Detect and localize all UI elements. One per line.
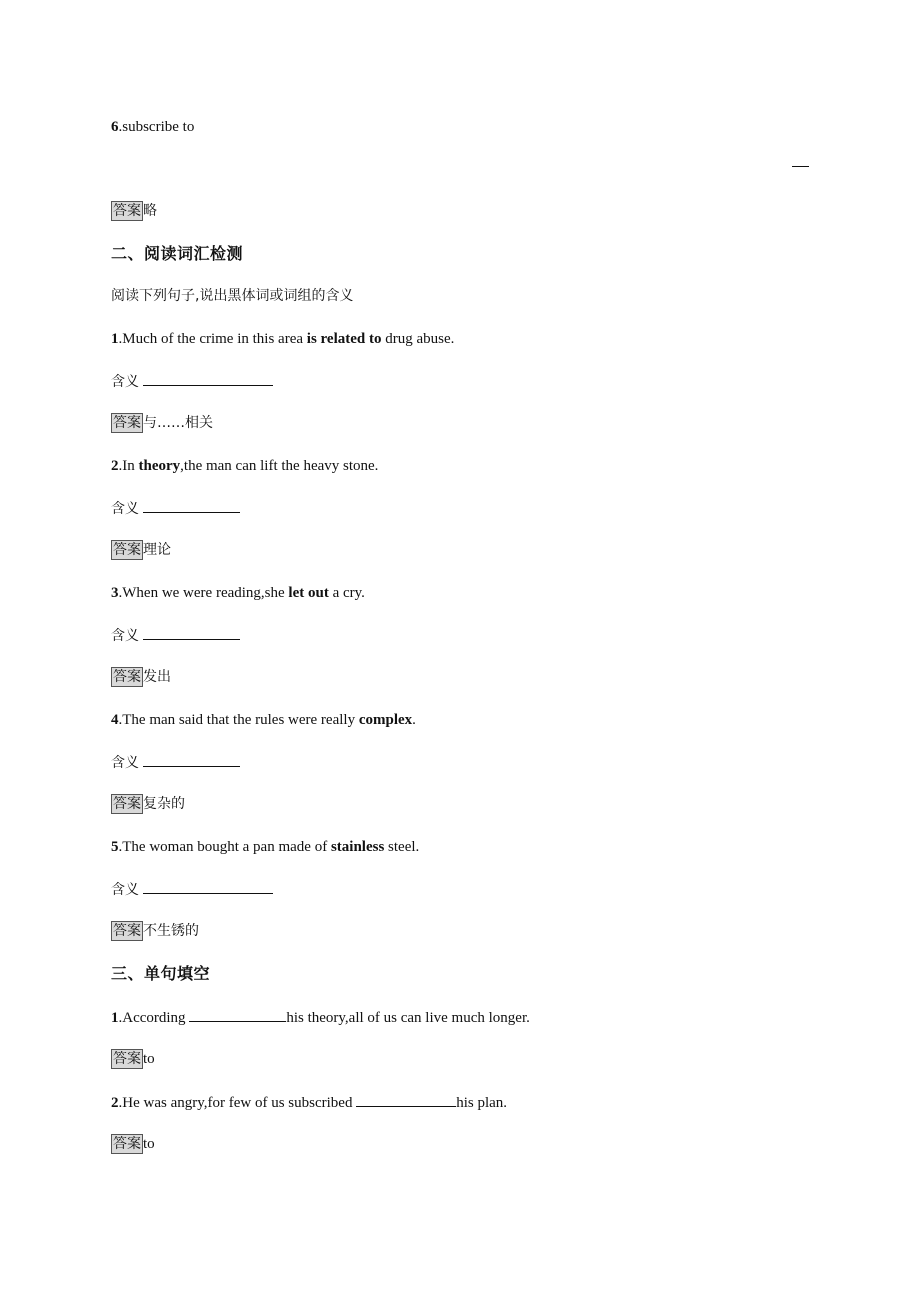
answer-text: 不生锈的 (143, 923, 199, 939)
question-bold-term: let out (288, 585, 329, 601)
answer-row (111, 667, 171, 687)
fill-question-2 (111, 1092, 507, 1113)
question-text-post: drug abuse. (381, 331, 455, 347)
question-number: 1 (111, 331, 119, 347)
item-6 (111, 117, 194, 137)
question-number: 1 (111, 1010, 119, 1026)
answer-tag: 答案 (113, 1051, 141, 1067)
question-bold-term: stainless (330, 839, 385, 855)
section-2-heading: 二、阅读词汇检测 (111, 244, 244, 263)
answer-text: to (143, 1136, 155, 1152)
answer-tag: 答案 (113, 542, 141, 558)
question-1 (111, 329, 454, 349)
fill-question-1 (111, 1007, 530, 1028)
answer-row (111, 413, 213, 433)
meaning-blank[interactable] (143, 371, 273, 386)
fill-blank[interactable] (189, 1007, 286, 1022)
answer-text: 复杂的 (143, 796, 185, 812)
section-3-heading: 三、单句填空 (111, 964, 211, 983)
item-text: .subscribe to (118, 119, 195, 135)
answer-text: to (143, 1051, 155, 1067)
question-5 (111, 837, 419, 857)
question-number: 2 (111, 1095, 119, 1111)
question-number: 3 (111, 585, 119, 601)
question-text-post: his plan. (456, 1095, 508, 1111)
question-text-post: steel. (384, 839, 420, 855)
question-text-post: ,the man can lift the heavy stone. (180, 458, 379, 474)
meaning-row (111, 498, 240, 519)
answer-tag: 答案 (113, 796, 141, 812)
question-text-pre: .The man said that the rules were really (118, 712, 359, 728)
meaning-blank[interactable] (143, 498, 240, 513)
question-text-pre: .In (118, 458, 139, 474)
answer-text: 与……相关 (143, 415, 213, 431)
question-text-pre: .He was angry,for few of us subscribed (118, 1095, 357, 1111)
question-4 (111, 710, 416, 730)
answer-text: 理论 (143, 542, 171, 558)
section-2-instruction: 阅读下列句子,说出黑体词或词组的含义 (111, 288, 354, 304)
answer-tag: 答案 (113, 203, 141, 219)
answer-tag: 答案 (113, 415, 141, 431)
dash-mark (792, 166, 809, 167)
answer-tag: 答案 (113, 923, 141, 939)
meaning-blank[interactable] (143, 625, 240, 640)
meaning-label: 含义 (111, 501, 139, 517)
answer-text: 发出 (143, 669, 171, 685)
question-bold-term: theory (138, 458, 181, 474)
answer-row (111, 201, 157, 221)
question-number: 4 (111, 712, 119, 728)
answer-row (111, 1049, 155, 1069)
question-bold-term: complex (358, 712, 413, 728)
meaning-label: 含义 (111, 374, 139, 390)
meaning-row (111, 752, 240, 773)
fill-blank[interactable] (356, 1092, 456, 1107)
question-text-post: his theory,all of us can live much longer. (286, 1010, 530, 1026)
meaning-blank[interactable] (143, 879, 273, 894)
answer-text: 略 (143, 203, 157, 219)
answer-row (111, 1134, 155, 1154)
question-text-post: a cry. (328, 585, 365, 601)
meaning-blank[interactable] (143, 752, 240, 767)
question-text-post: . (412, 712, 416, 728)
meaning-row (111, 625, 240, 646)
meaning-row (111, 879, 273, 900)
question-number: 5 (111, 839, 119, 855)
answer-row (111, 540, 171, 560)
meaning-row (111, 371, 273, 392)
question-number: 2 (111, 458, 119, 474)
meaning-label: 含义 (111, 628, 139, 644)
question-text-pre: .When we were reading,she (118, 585, 289, 601)
answer-row (111, 921, 199, 941)
meaning-label: 含义 (111, 882, 139, 898)
meaning-label: 含义 (111, 755, 139, 771)
question-text-pre: .The woman bought a pan made of (118, 839, 331, 855)
question-2 (111, 456, 378, 476)
answer-tag: 答案 (113, 1136, 141, 1152)
answer-row (111, 794, 185, 814)
question-3 (111, 583, 365, 603)
answer-tag: 答案 (113, 669, 141, 685)
question-bold-term: is related to (306, 331, 382, 347)
question-text-pre: .Much of the crime in this area (118, 331, 307, 347)
item-number: 6 (111, 119, 119, 135)
question-text-pre: .According (118, 1010, 190, 1026)
